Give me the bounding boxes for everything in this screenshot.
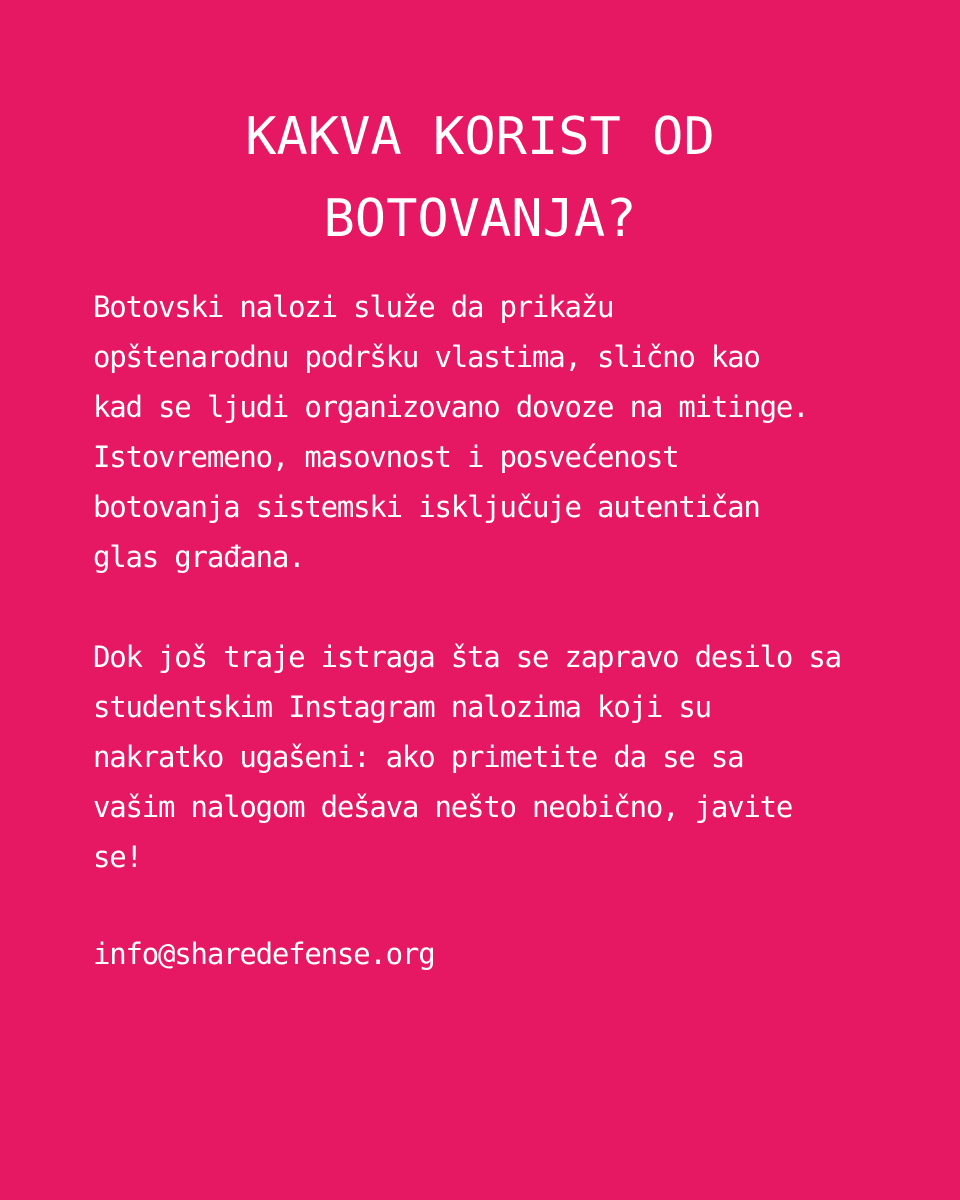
title-line-2: BOTOVANJA?	[323, 189, 637, 249]
paragraph-1-line: glas građana.	[93, 540, 305, 574]
paragraph-spacer	[93, 582, 893, 632]
paragraph-1-line: botovanja sistemski isključuje autentičan	[93, 490, 760, 524]
paragraph-2-line: vašim nalogom dešava nešto neobično, javite	[93, 790, 793, 824]
paragraph-2-line: Dok još traje istraga šta se zapravo desilo sa	[93, 640, 841, 674]
paragraph-1-line: kad se ljudi organizovano dovoze na mitinge.	[93, 390, 809, 424]
paragraph-2-line: studentskim Instagram nalozima koji su	[93, 690, 711, 724]
paragraph-2-line: nakratko ugašeni: ako primetite da se sa	[93, 740, 744, 774]
paragraph-1-line: Istovremeno, masovnost i posvećenost	[93, 440, 679, 474]
paragraph-1-line: Botovski nalozi služe da prikažu	[93, 290, 614, 324]
page-title	[0, 96, 960, 260]
paragraph-2-line: se!	[93, 840, 142, 874]
body-text	[93, 282, 893, 882]
title-line-1: KAKVA KORIST OD	[245, 107, 715, 167]
paragraph-2	[93, 632, 893, 882]
paragraph-1-line: opštenarodnu podršku vlastima, slično kao	[93, 340, 760, 374]
contact-email: info@sharedefense.org	[93, 937, 435, 971]
paragraph-1	[93, 282, 893, 582]
